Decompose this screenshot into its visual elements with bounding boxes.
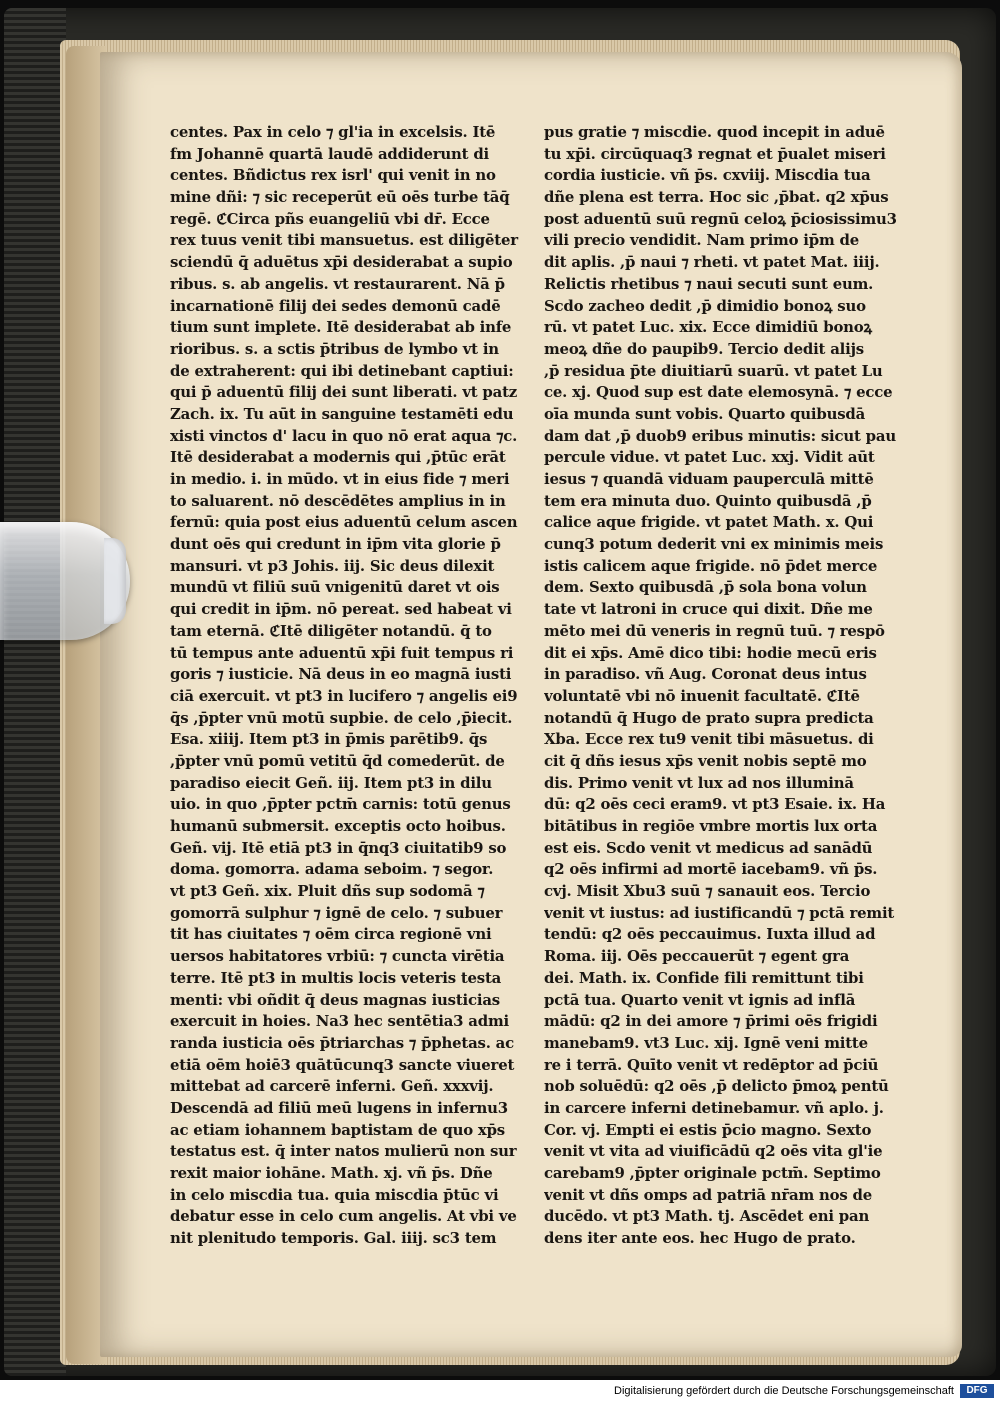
left-column-line: humanū submersit. exceptis octo hoibus. (170, 817, 506, 835)
left-column-line: mittebat ad carcerē inferni. Geñ. xxxvij. (170, 1077, 494, 1096)
right-column-line: bitātibus in regiōe vmbre mortis lux orta (544, 817, 878, 835)
right-column-line: ce. xj. Quod sup est date elemosynā. ⁊ ecce (544, 383, 893, 402)
footer-bar (0, 1380, 1000, 1402)
right-column-line: dens iter ante eos. hec Hugo de prato. (544, 1229, 856, 1248)
left-column-line: ac etiam iohannem baptistam de quo xp̄s (170, 1120, 505, 1139)
right-column-line: iesus ⁊ quandā viduam pauperculā mittē (544, 470, 874, 488)
left-column-line: mansuri. vt p3 Johis. iij. Sic deus dilexit (170, 556, 495, 575)
left-column-line: regē. ℭCirca pñs euangeliū vbi dr̄. Ecce (170, 209, 490, 228)
right-column-line: cit q̄ dñs iesus xp̄s venit nobis septē mo (544, 751, 867, 770)
left-column-line: tam eternā. ℭItē diligēter notandū. q̄ to (170, 621, 492, 640)
left-column-line: dunt oēs qui credunt in ip̄m vita glorie p̄ (170, 535, 501, 554)
right-column-line: tu xp̄i. circūquaq3 regnat et p̄ualet miseri (544, 144, 886, 163)
right-column-line: est eis. Scdo venit vt medicus ad sanādū (544, 838, 873, 857)
right-column-line: venit vt iustus: ad iustificandū ⁊ pctā remit (544, 903, 895, 922)
left-column-line: centes. Pax in celo ⁊ gl'ia in excelsis. Itē (170, 123, 496, 141)
left-column-line: terre. Itē pt3 in multis locis veteris testa (170, 968, 502, 987)
left-column-line: exercuit in hoies. Na3 hec sentētia3 admi (170, 1012, 509, 1031)
book-spine (4, 8, 66, 1376)
right-column-line: dam dat ,p̄ duob9 eribus minutis: sicut pau (544, 426, 896, 445)
left-column-line: centes. Bñdictus rex isrl' qui venit in no (170, 166, 496, 185)
right-column-line: dem. Sexto quibusdā ,p̄ sola bona volun (544, 578, 867, 597)
left-column-line: Descendā ad filiū meū lugens in infernu3 (170, 1098, 508, 1117)
left-column-line: etiā oēm hoiē3 quātūcunq3 sancte viueret (170, 1055, 515, 1074)
left-column-line: rioribus. s. a sctis p̄tribus de lymbo vt in (170, 339, 499, 358)
left-column-line: sciendū q̄ aduētus xp̄i desiderabat a supio (170, 253, 513, 272)
right-column-line: dit ei xp̄s. Amē dico tibi: hodie mecū eris (544, 643, 877, 662)
left-column-line: uersos habitatores vrbiū: ⁊ cuncta virētia (170, 947, 505, 966)
left-column-line: mine dñi: ⁊ sic receperūt eū oēs turbe tāq̄ (170, 188, 510, 207)
right-column-line: calice aque frigide. vt patet Math. x. Qui (544, 513, 874, 532)
left-column-line: uio. in quo ,p̄pter pctm̄ carnis: totū genus (170, 795, 511, 814)
left-column-line: de extraherent: qui ibi detinebant captiui: (170, 361, 514, 380)
left-text-column (170, 122, 528, 1250)
left-column-line: gomorrā sulphur ⁊ ignē de celo. ⁊ subuer (170, 903, 503, 922)
right-column-line: mādū: q2 in dei amore ⁊ p̄rimi oēs frigidi (544, 1012, 878, 1031)
left-column-line: fernū: quia post eius aduentū celum ascen (170, 513, 518, 532)
left-column-line: tit has ciuitates ⁊ oēm circa regionē vni (170, 925, 492, 944)
left-column-line: rex tuus venit tibi mansuetus. est diligēter (170, 231, 518, 250)
right-column-line: q2 oēs infirmi ad mortē iacebam9. vñ p̄s. (544, 860, 878, 879)
right-column-line: voluntatē vbi nō inuenit facultatē. ℭItē (544, 686, 860, 705)
right-column-line: percule vidue. vt patet Luc. xxj. Vidit aūt (544, 448, 875, 467)
left-column-line: tū tempus ante aduentū xp̄i fuit tempus ri (170, 643, 514, 662)
left-column-line: q̄s ,p̄pter vnū motū supbie. de celo ,p̄iecit. (170, 708, 513, 727)
right-column-line: oīa munda sunt vobis. Quarto quibusdā (544, 404, 866, 423)
left-column-line: ciā exercuit. vt pt3 in lucifero ⁊ angelis ei9 (170, 686, 518, 705)
left-column-line: mundū vt filiū suū vnigenitū daret vt ois (170, 578, 500, 597)
right-text-column (544, 122, 904, 1250)
left-column-line: nit plenitudo temporis. Gal. iiij. sc3 tem (170, 1229, 497, 1248)
right-column-line: pus gratie ⁊ miscdie. quod incepit in aduē (544, 123, 885, 141)
left-column-line: menti: vbi oñdit q̄ deus magnas iusticias (170, 990, 500, 1009)
dfg-logo: DFG (960, 1384, 994, 1398)
left-column-line: Itē desiderabat a modernis qui ,p̄tūc erāt (170, 448, 506, 467)
right-column-line: cunq3 potum dederit vni ex minimis meis (544, 535, 884, 554)
right-column-line: ,p̄ residua p̄te diuitiarū suarū. vt patet Lu (544, 361, 883, 380)
right-column-line: cvj. Misit Xbu3 suū ⁊ sanauit eos. Tercio (544, 882, 871, 901)
right-column-line: dit aplis. ,p̄ naui ⁊ rheti. vt patet Mat. iiij. (544, 253, 880, 272)
left-column-line: ribus. s. ab angelis. vt restaurarent. Nā p̄ (170, 274, 505, 293)
right-column-line: Cor. vj. Empti ei estis p̄cio magno. Sexto (544, 1120, 872, 1139)
left-column-line: debatur esse in celo cum angelis. At vbi ve (170, 1207, 517, 1226)
right-column-line: dei. Math. ix. Confide fili remittunt tibi (544, 968, 864, 987)
left-column-line: ,p̄pter vnū pomū vetitū q̄d comederūt. de (170, 751, 505, 770)
right-column-line: vili precio vendidit. Nam primo ip̄m de (544, 231, 859, 250)
left-column-line: randa iusticia oēs p̄triarchas ⁊ p̄phetas. ac (170, 1033, 514, 1052)
right-column-line: re i terrā. Quīto venit vt redēptor ad p̄ciū (544, 1055, 879, 1074)
left-column-line: doma. gomorra. adama seboim. ⁊ segor. (170, 860, 494, 879)
footer-credit-text: Digitalisierung gefördert durch die Deutsche Forschungsgemeinschaft (614, 1385, 954, 1397)
right-column-line: rū. vt patet Luc. xix. Ecce dimidiū bonoꝝ (544, 318, 872, 337)
left-column-line: paradiso eiecit Geñ. iij. Item pt3 in dilu (170, 773, 492, 792)
left-column-line: incarnationē filij dei sedes demonū cadē (170, 296, 501, 315)
right-column-line: venit vt vita ad viuificādū q2 oēs vita gl'ie (544, 1142, 883, 1161)
right-column-line: ducēdo. vt pt3 Math. tj. Ascēdet eni pan (544, 1207, 870, 1226)
right-column-line: carebam9 ,p̄pter originale pctm̄. Septimo (544, 1164, 881, 1182)
glass-holder-tip (104, 538, 126, 624)
left-column-line: goris ⁊ iusticie. Nā deus in eo magnā iusti (170, 665, 512, 684)
right-column-line: dis. Primo venit vt lux ad nos illuminā (544, 773, 854, 792)
right-column-line: pctā tua. Quarto venit vt ignis ad inflā (544, 990, 856, 1009)
left-column-line: qui p̄ aduentū filij dei sunt liberati. vt patz (170, 383, 518, 402)
right-column-line: manebam9. vt3 Luc. xij. Ignē veni mitte (544, 1033, 868, 1052)
right-column-line: Scdo zacheo dedit ,p̄ dimidio bonoꝝ suo (544, 296, 866, 315)
right-column-line: in paradiso. vñ Aug. Coronat deus intus (544, 665, 867, 684)
right-column-line: cordia iusticie. vñ p̄s. cxviij. Miscdia tua (544, 166, 871, 185)
right-column-line: Roma. iij. Oēs peccauerūt ⁊ egent gra (544, 947, 850, 966)
right-column-line: tendū: q2 oēs peccauimus. Iuxta illud ad (544, 925, 876, 944)
left-column-line: tium sunt implete. Itē desiderabat ab infe (170, 318, 512, 337)
left-column-line: Zach. ix. Tu aūt in sanguine testamēti edu (170, 404, 514, 423)
right-column-line: meoꝝ dñe do paupib9. Tercio dedit alijs (544, 339, 864, 358)
left-column-line: to saluarent. nō descēdētes amplius in in (170, 491, 506, 510)
right-column-line: post aduentū suū regnū celoꝝ p̄ciosissimu3 (544, 209, 897, 228)
right-column-line: dñe plena est terra. Hoc sic ,p̄bat. q2 xp̄us (544, 188, 889, 207)
left-column-line: vt pt3 Geñ. xix. Pluit dñs sup sodomā ⁊ (170, 882, 485, 901)
right-column-line: istis calicem aque frigide. nō p̄det merce (544, 556, 878, 575)
right-column-line: Xba. Ecce rex tu9 venit tibi māsuetus. di (544, 730, 874, 749)
right-column-line: Relictis rhetibus ⁊ naui secuti sunt eum. (544, 274, 874, 293)
left-column-line: Geñ. vij. Itē etiā pt3 in q̄nq3 ciuitatib9 so (170, 838, 507, 857)
right-column-line: nob soluēdū: q2 oēs ,p̄ delicto p̄moꝝ pentū (544, 1077, 889, 1096)
left-column-line: xisti vinctos d' lacu in quo nō erat aqua ⁊c. (170, 426, 518, 445)
left-column-line: qui credit in ip̄m. nō pereat. sed habeat vi (170, 600, 512, 619)
left-column-line: rexit maior iohāne. Math. xj. vñ p̄s. Dñe (170, 1164, 493, 1182)
right-column-line: notandū q̄ Hugo de prato supra predicta (544, 708, 874, 727)
right-column-line: venit vt dñs omps ad patriā nr̄am nos de (544, 1185, 873, 1204)
left-column-line: Esa. xiiij. Item pt3 in p̄mis parētib9. q̄s (170, 730, 488, 749)
right-column-line: in carcere inferni detinebamur. vñ aplo. j. (544, 1098, 884, 1117)
right-column-line: dū: q2 oēs ceci eram9. vt pt3 Esaie. ix. Ha (544, 795, 886, 814)
left-column-line: in celo miscdia tua. quia miscdia p̄tūc vi (170, 1185, 499, 1204)
right-column-line: tem era minuta duo. Quinto quibusdā ,p̄ (544, 491, 872, 510)
right-column-line: tate vt latroni in cruce qui dixit. Dñe me (544, 600, 873, 619)
left-column-line: testatus est. q̄ inter natos mulierū non sur (170, 1142, 517, 1161)
left-column-line: fm Johannē quartā laudē addiderunt di (170, 144, 489, 163)
right-column-line: mēto mei dū veneris in regnū tuū. ⁊ respō (544, 621, 885, 640)
left-column-line: in medio. i. in mūdo. vt in eius fide ⁊ meri (170, 470, 510, 488)
